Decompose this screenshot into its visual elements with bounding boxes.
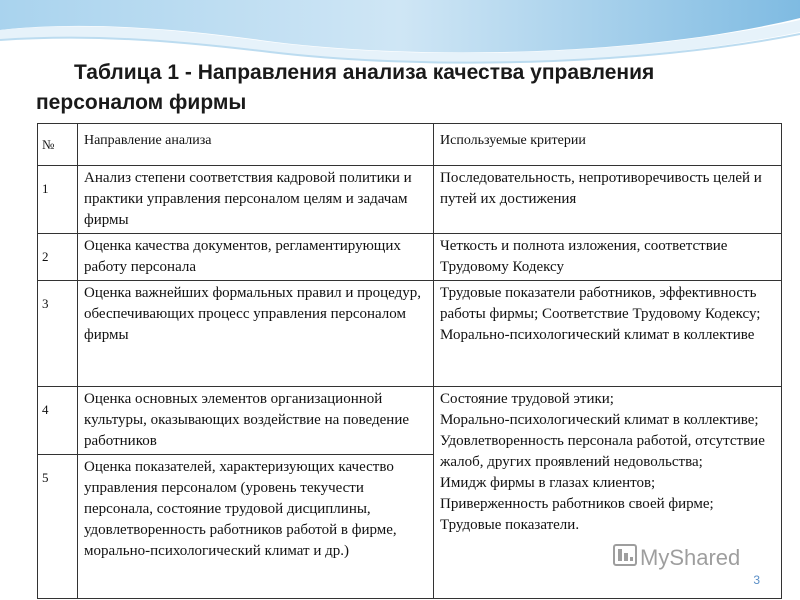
header-number: №: [38, 124, 78, 166]
criteria-item: Трудовые показатели.: [440, 517, 580, 533]
slide-title: [36, 58, 796, 118]
criteria-item: Приверженность работников своей фирме;: [440, 496, 714, 512]
slide-title-line1: Таблица 1 - Направления анализа качества управления: [74, 61, 655, 84]
analysis-directions-table: [37, 123, 782, 599]
table-row: [38, 234, 782, 281]
row-direction: Оценка качества документов, регламентирующих работу персонала: [78, 234, 434, 281]
slide-title-line2: персоналом фирмы: [36, 91, 247, 114]
criteria-item: Состояние трудовой этики;: [440, 391, 614, 407]
row-number: 1: [38, 166, 78, 234]
row-criteria: Последовательность, непротиворечивость целей и путей их достижения: [434, 166, 782, 234]
table-row: [38, 166, 782, 234]
row-number: 5: [38, 455, 78, 599]
table-row: [38, 387, 782, 455]
row-criteria: Трудовые показатели работников, эффективность работы фирмы; Соответствие Трудовому Кодексу; Морально-психологический климат в коллективе: [434, 281, 782, 387]
header-criteria: Используемые критерии: [434, 124, 782, 166]
row-criteria: Четкость и полнота изложения, соответствие Трудовому Кодексу: [434, 234, 782, 281]
row-direction: Оценка показателей, характеризующих качество управления персоналом (уровень текучести персонала, состояние трудовой дисциплины, удовлетворенность работников работой в фирме, морально-психологический климат и др.): [78, 455, 434, 599]
criteria-item: Удовлетворенность персонала работой, отсутствие жалоб, других проявлений недовольства;: [440, 433, 765, 470]
table-row: [38, 281, 782, 387]
row-number: 3: [38, 281, 78, 387]
criteria-item: Морально-психологический климат в коллективе;: [440, 412, 759, 428]
row-direction: Оценка основных элементов организационной культуры, оказывающих воздействие на поведение работников: [78, 387, 434, 455]
header-direction: Направление анализа: [78, 124, 434, 166]
criteria-item: Имидж фирмы в глазах клиентов;: [440, 475, 656, 491]
row-direction: Оценка важнейших формальных правил и процедур, обеспечивающих процесс управления персоналом фирмы: [78, 281, 434, 387]
table-header-row: [38, 124, 782, 166]
row-direction: Анализ степени соответствия кадровой политики и практики управления персоналом целям и задачам фирмы: [78, 166, 434, 234]
svg-text:MyShared: MyShared: [640, 545, 741, 570]
row-number: 4: [38, 387, 78, 455]
myshared-watermark: [612, 537, 772, 577]
row-number: 2: [38, 234, 78, 281]
page-number: 3: [753, 573, 760, 587]
